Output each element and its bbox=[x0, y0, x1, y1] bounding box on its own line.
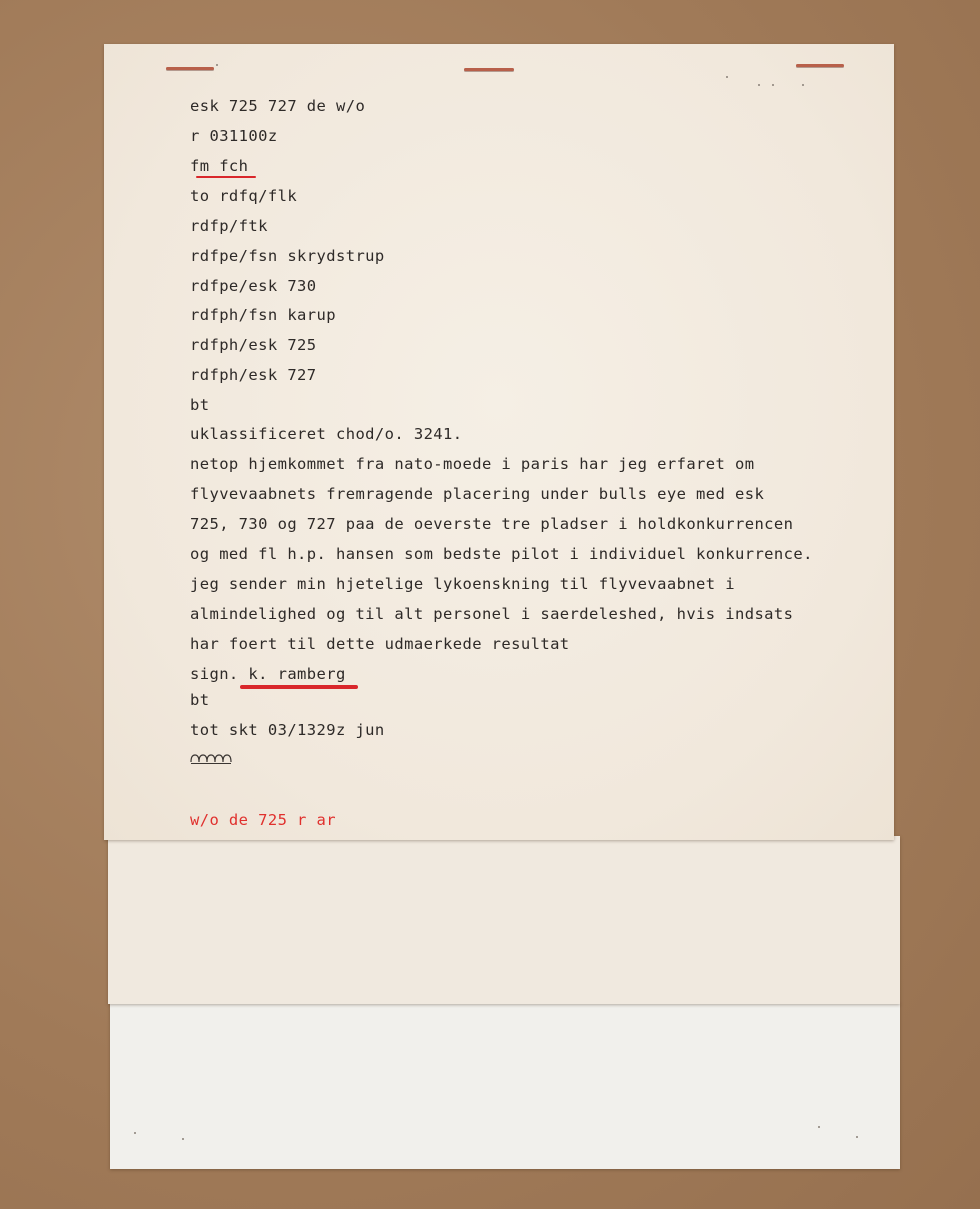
typed-line: bt bbox=[190, 691, 210, 709]
red-underline-fm-fch bbox=[196, 176, 256, 178]
bottom-paper-sheet bbox=[110, 1003, 900, 1169]
signature-line: sign. k. ramberg bbox=[190, 665, 346, 683]
typed-line: uklassificeret chod/o. 3241. bbox=[190, 425, 463, 443]
typed-line: og med fl h.p. hansen som bedste pilot i individuel konkurrence. bbox=[190, 545, 813, 563]
typed-line: esk 725 727 de w/o bbox=[190, 97, 366, 115]
typed-line: to rdfq/flk bbox=[190, 187, 298, 205]
staple-center bbox=[464, 68, 514, 71]
typed-line: har foert til dette udmaerkede resultat bbox=[190, 635, 570, 653]
typed-line: bt bbox=[190, 396, 210, 414]
typed-line: rdfph/esk 727 bbox=[190, 366, 317, 384]
red-footer-line: w/o de 725 r ar bbox=[190, 811, 336, 829]
paper-speck bbox=[772, 84, 774, 86]
typed-line: rdfp/ftk bbox=[190, 217, 268, 235]
typed-line: netop hjemkommet fra nato-moede i paris har jeg erfaret om bbox=[190, 455, 755, 473]
typed-line: rdfph/esk 725 bbox=[190, 336, 317, 354]
typed-line: rdfph/fsn karup bbox=[190, 306, 336, 324]
typed-line: fm fch bbox=[190, 157, 249, 175]
paper-speck bbox=[216, 64, 218, 66]
paper-speck bbox=[134, 1132, 136, 1134]
staple-right bbox=[796, 64, 844, 67]
paper-speck bbox=[856, 1136, 858, 1138]
staple-left bbox=[166, 67, 214, 70]
paper-speck bbox=[818, 1126, 820, 1128]
red-underline-signature bbox=[240, 685, 358, 689]
paper-speck bbox=[802, 84, 804, 86]
typed-line: r 031100z bbox=[190, 127, 278, 145]
typed-line: flyvevaabnets fremragende placering under bulls eye med esk bbox=[190, 485, 765, 503]
typed-line: tot skt 03/1329z jun bbox=[190, 721, 385, 739]
typed-line: almindelighed og til alt personel i saerdeleshed, hvis indsats bbox=[190, 605, 794, 623]
typed-line: 725, 730 og 727 paa de oeverste tre pladser i holdkonkurrencen bbox=[190, 515, 794, 533]
paper-speck bbox=[726, 76, 728, 78]
middle-paper-sheet bbox=[108, 836, 900, 1004]
typed-line: rdfpe/fsn skrydstrup bbox=[190, 247, 385, 265]
paper-speck bbox=[758, 84, 760, 86]
typed-line: jeg sender min hjetelige lykoenskning til flyvevaabnet i bbox=[190, 575, 735, 593]
typed-line: rdfpe/esk 730 bbox=[190, 277, 317, 295]
paper-speck bbox=[182, 1138, 184, 1140]
end-marks-squiggle bbox=[190, 752, 234, 766]
